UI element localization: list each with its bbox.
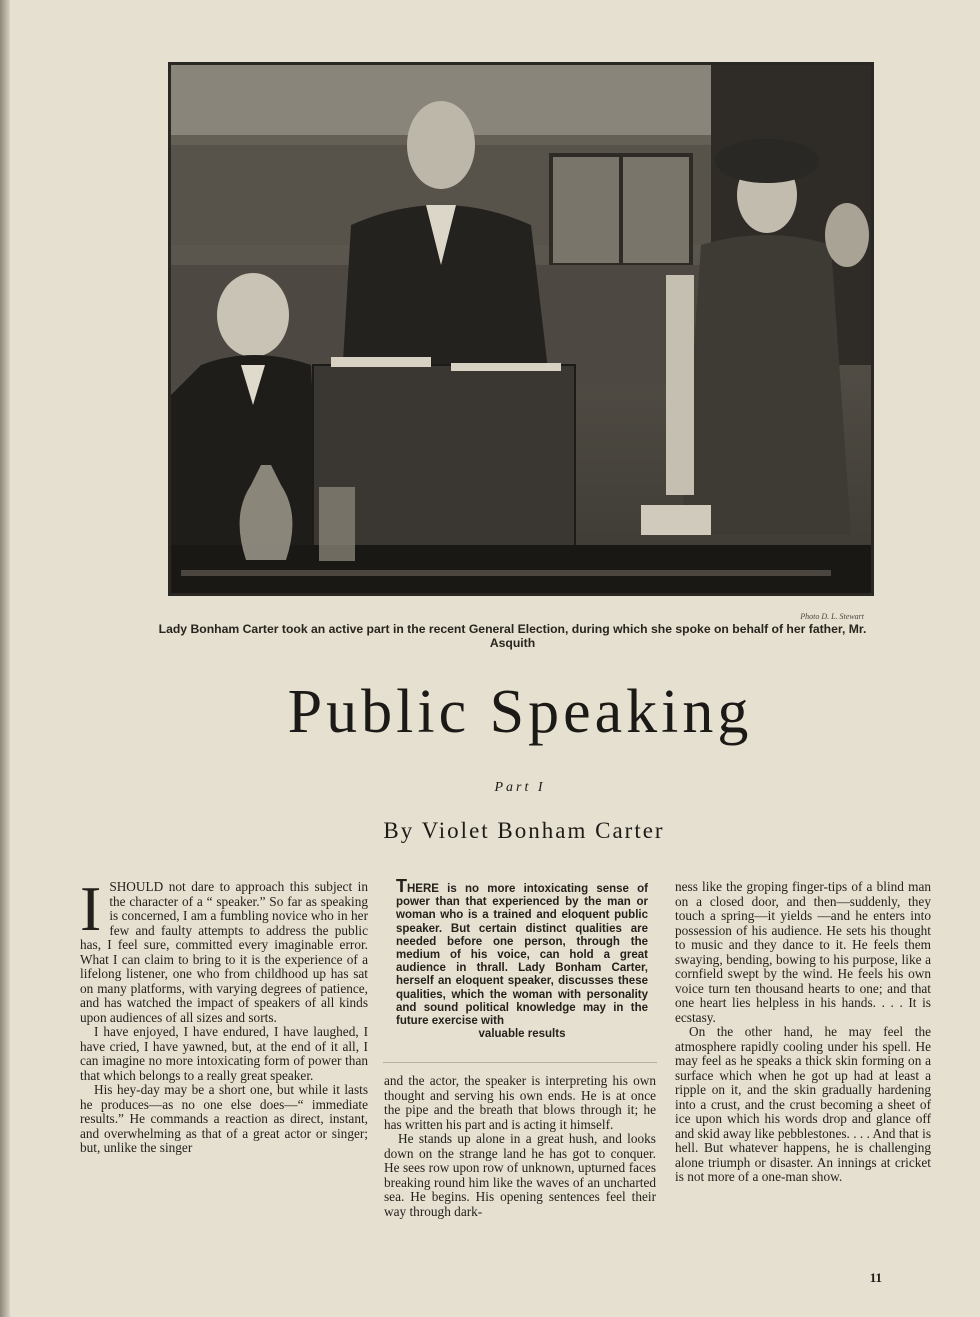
article-intro xyxy=(396,876,648,1041)
paragraph: His hey-day may be a short one, but while it lasts he produces—as no one else does—“ immediate results.” He commands a reaction as direct, instant, and overwhelming as that of a great actor or singer; but, unlike the singer xyxy=(80,1082,368,1155)
article-byline: By Violet Bonham Carter xyxy=(383,818,665,843)
article-part: Part I xyxy=(494,780,546,795)
body-column-1 xyxy=(80,873,368,1156)
photo-illustration xyxy=(171,65,871,593)
intro-divider xyxy=(383,1062,657,1063)
paragraph: He stands up alone in a great hush, and looks down on the strange land he has got to conquer. He sees row upon row of unknown, upturned faces breaking round him like the waves of an uncharted sea. He begins. His opening sentences feel their way through dark- xyxy=(384,1131,656,1219)
intro-text: HERE is no more intoxicating sense of power than that experienced by the man or woman who is a trained and eloquent public speaker. But certain distinct qualities are needed before one person, through the medium of his voice, can hold a great audience in thrall. Lady Bonham Carter, herself an eloquent speaker, discusses these qualities, which the woman with personality and sound political knowledge may in the future exercise with xyxy=(396,883,648,1028)
paragraph: SHOULD not dare to approach this subject in the character of a “ speaker.” So far as speaking is concerned, I am a fumbling novice who in her few and faulty attempts to address the public has, I feel sure, committed every imaginable error. What I can claim to bring to it is the experience of a lifelong listener, one who from childhood up has sat on many platforms, with varying degrees of patience, and has watched the impact of speakers of all kinds upon audiences of all sizes and sorts. xyxy=(80,879,368,1025)
drop-cap: I xyxy=(80,873,102,944)
intro-text-end: valuable results xyxy=(478,1028,566,1041)
paragraph: On the other hand, he may feel the atmosphere rapidly cooling under his spell. He may feel as he speaks a thick skin forming on a surface which when he got up had at least a ripple on it, and the skin gradually hardening into a crust, and the crust becoming a sheet of ice upon which his words drop and glance off and skid away like pebblestones. . . . And that is hell. But whatever happens, he is challenging alone triumph or disaster. An innings at cricket is not more of a one-man show. xyxy=(675,1024,931,1184)
photograph xyxy=(168,62,874,596)
paragraph: I have enjoyed, I have endured, I have laughed, I have cried, I have yawned, but, at the end of it all, I can imagine no more intoxicating form of power than that which belongs to a really great speaker. xyxy=(80,1024,368,1083)
body-column-2 xyxy=(384,1074,656,1219)
intro-initial: T xyxy=(396,876,407,896)
photo-caption: Lady Bonham Carter took an active part in the recent General Election, during which she spoke on behalf of her father, Mr. Asquith xyxy=(158,622,867,650)
body-column-3 xyxy=(675,880,931,1185)
page-number: 11 xyxy=(869,1270,882,1285)
page-gutter-shadow xyxy=(0,0,10,1317)
article-title: Public Speaking xyxy=(287,678,753,746)
paragraph: and the actor, the speaker is interpreting his own thought and serving his own ends. He is at once the pipe and the breath that blows through it; he has written his part and is acting it himself. xyxy=(384,1073,656,1132)
photo-credit: Photo D. L. Stewart xyxy=(800,612,864,621)
paragraph: ness like the groping finger-tips of a blind man on a closed door, and then—suddenly, they touch a spring—it yields —and he enters into possession of his audience. He sets his thought to music and they dance to it. He feels them swaying, bending, bowing to his purpose, like a cornfield swept by the wind. He feels his own voice turn ten thousand hearts to one; and that one heart lies helpless in his hands. . . . It is ecstasy. xyxy=(675,879,931,1025)
